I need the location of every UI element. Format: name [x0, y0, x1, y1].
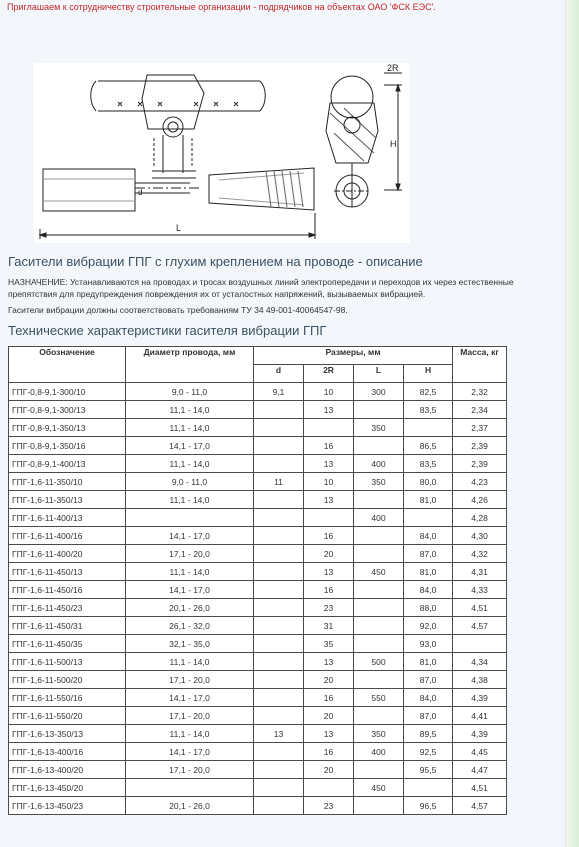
table-cell — [126, 779, 254, 797]
table-cell — [304, 419, 354, 437]
table-cell: ГПГ-1,6-11-550/16 — [9, 689, 126, 707]
table-cell: 4,39 — [453, 725, 507, 743]
table-cell: 4,31 — [453, 563, 507, 581]
table-cell: 14,1 - 17,0 — [126, 581, 254, 599]
specifications-table — [8, 346, 507, 815]
table-cell: 17,1 - 20,0 — [126, 707, 254, 725]
table-cell: 92,0 — [404, 617, 453, 635]
table-cell: 87,0 — [404, 707, 453, 725]
table-cell: 14,1 - 17,0 — [126, 689, 254, 707]
table-cell: 84,0 — [404, 689, 453, 707]
table-cell — [254, 797, 304, 815]
table-cell: 11 — [254, 473, 304, 491]
table-cell: 20 — [304, 707, 354, 725]
table-cell: 13 — [304, 563, 354, 581]
table-cell: 16 — [304, 527, 354, 545]
table-cell: 13 — [304, 491, 354, 509]
table-cell — [254, 707, 304, 725]
header-diameter: Диаметр провода, мм — [126, 347, 254, 383]
table-cell: 400 — [354, 509, 404, 527]
table-cell: 81,0 — [404, 491, 453, 509]
table-cell: 450 — [354, 563, 404, 581]
table-cell: ГПГ-1,6-11-550/20 — [9, 707, 126, 725]
table-row — [9, 581, 507, 599]
table-cell: 83,5 — [404, 455, 453, 473]
table-cell: 26,1 - 32,0 — [126, 617, 254, 635]
table-cell — [254, 635, 304, 653]
table-cell: 4,32 — [453, 545, 507, 563]
table-row — [9, 455, 507, 473]
table-cell: 9,0 - 11,0 — [126, 383, 254, 401]
table-cell: 16 — [304, 743, 354, 761]
table-cell: 17,1 - 20,0 — [126, 761, 254, 779]
technical-drawing — [34, 63, 410, 243]
table-cell: ГПГ-0,8-9,1-300/13 — [9, 401, 126, 419]
table-body — [9, 383, 507, 815]
table-cell: 92,5 — [404, 743, 453, 761]
table-cell: ГПГ-0,8-9,1-350/13 — [9, 419, 126, 437]
table-cell: 4,34 — [453, 653, 507, 671]
table-row — [9, 509, 507, 527]
table-cell — [354, 581, 404, 599]
table-cell — [354, 797, 404, 815]
table-cell — [354, 491, 404, 509]
table-row — [9, 491, 507, 509]
header-d: d — [254, 365, 304, 383]
table-cell: 4,51 — [453, 779, 507, 797]
table-cell — [254, 599, 304, 617]
table-cell: 2,39 — [453, 437, 507, 455]
table-cell: 16 — [304, 437, 354, 455]
table-cell: ГПГ-1,6-11-400/20 — [9, 545, 126, 563]
cooperation-notice: Приглашаем к сотрудничеству строительные организации - подрядчиков на объектах ОАО 'ФСК ЕЭС'. — [7, 2, 436, 12]
table-cell: 20,1 - 26,0 — [126, 797, 254, 815]
table-cell: 400 — [354, 455, 404, 473]
table-cell: 13 — [304, 455, 354, 473]
table-cell: 2,39 — [453, 455, 507, 473]
table-cell — [254, 401, 304, 419]
table-cell: 4,30 — [453, 527, 507, 545]
table-cell: ГПГ-1,6-11-450/23 — [9, 599, 126, 617]
table-cell: 4,47 — [453, 761, 507, 779]
table-cell: ГПГ-1,6-11-450/13 — [9, 563, 126, 581]
table-cell: 17,1 - 20,0 — [126, 671, 254, 689]
table-cell: 20 — [304, 545, 354, 563]
table-cell: 84,0 — [404, 581, 453, 599]
table-cell: ГПГ-0,8-9,1-350/16 — [9, 437, 126, 455]
table-row — [9, 401, 507, 419]
table-cell: 87,0 — [404, 545, 453, 563]
label-d: d — [138, 188, 143, 197]
table-cell: 32,1 - 35,0 — [126, 635, 254, 653]
table-cell — [254, 689, 304, 707]
table-cell: ГПГ-1,6-11-350/13 — [9, 491, 126, 509]
table-cell — [404, 509, 453, 527]
table-cell: 88,0 — [404, 599, 453, 617]
table-cell — [254, 779, 304, 797]
damper-drawing — [34, 63, 410, 243]
table-cell: 89,5 — [404, 725, 453, 743]
table-cell: 35 — [304, 635, 354, 653]
table-cell: 9,0 - 11,0 — [126, 473, 254, 491]
table-cell — [254, 671, 304, 689]
table-cell: 80,0 — [404, 473, 453, 491]
table-cell: 31 — [304, 617, 354, 635]
table-cell: 14,1 - 17,0 — [126, 743, 254, 761]
table-cell — [354, 527, 404, 545]
table-cell: ГПГ-1,6-13-450/23 — [9, 797, 126, 815]
table-cell — [354, 401, 404, 419]
table-cell: 10 — [304, 383, 354, 401]
header-designation: Обозначение — [9, 347, 126, 383]
table-cell — [304, 509, 354, 527]
table-cell: 23 — [304, 599, 354, 617]
table-cell: 14,1 - 17,0 — [126, 437, 254, 455]
table-cell — [254, 761, 304, 779]
table-cell — [254, 527, 304, 545]
table-cell — [254, 419, 304, 437]
table-cell — [354, 761, 404, 779]
table-cell: ГПГ-1,6-13-400/20 — [9, 761, 126, 779]
table-cell: 2,34 — [453, 401, 507, 419]
table-cell — [354, 599, 404, 617]
table-cell: 17,1 - 20,0 — [126, 545, 254, 563]
table-row — [9, 383, 507, 401]
table-cell — [354, 635, 404, 653]
table-cell: ГПГ-1,6-11-400/13 — [9, 509, 126, 527]
table-cell — [453, 635, 507, 653]
table-cell: ГПГ-1,6-11-450/31 — [9, 617, 126, 635]
table-cell: ГПГ-1,6-11-450/16 — [9, 581, 126, 599]
table-cell: 82,5 — [404, 383, 453, 401]
header-sizes: Размеры, мм — [254, 347, 453, 365]
table-cell: ГПГ-1,6-11-500/13 — [9, 653, 126, 671]
table-cell — [354, 617, 404, 635]
table-cell: ГПГ-1,6-11-400/16 — [9, 527, 126, 545]
table-cell — [254, 563, 304, 581]
table-cell: 350 — [354, 419, 404, 437]
table-cell: 2,32 — [453, 383, 507, 401]
table-cell: 20 — [304, 761, 354, 779]
page-title: Гасители вибрации ГПГ с глухим креплением на проводе - описание — [8, 254, 423, 269]
table-cell — [354, 671, 404, 689]
table-cell: 10 — [304, 473, 354, 491]
table-cell: 450 — [354, 779, 404, 797]
table-cell: ГПГ-1,6-11-450/35 — [9, 635, 126, 653]
table-row — [9, 527, 507, 545]
table-cell — [254, 437, 304, 455]
standard-text: Гасители вибрации должны соответствовать требованиям ТУ 34 49-001-40064547-98. — [8, 305, 348, 315]
table-row — [9, 437, 507, 455]
table-cell: 4,57 — [453, 617, 507, 635]
table-cell: 4,39 — [453, 689, 507, 707]
table-cell — [254, 581, 304, 599]
table-cell: 400 — [354, 743, 404, 761]
label-l: L — [176, 223, 182, 233]
table-row — [9, 473, 507, 491]
table-cell: 550 — [354, 689, 404, 707]
table-cell: 4,33 — [453, 581, 507, 599]
label-h: H — [390, 139, 397, 149]
header-2r: 2R — [304, 365, 354, 383]
table-cell: 86,5 — [404, 437, 453, 455]
table-row — [9, 671, 507, 689]
table-row — [9, 563, 507, 581]
table-cell — [354, 437, 404, 455]
table-cell: 4,57 — [453, 797, 507, 815]
table-cell: 4,28 — [453, 509, 507, 527]
table-cell: 16 — [304, 689, 354, 707]
table-row — [9, 545, 507, 563]
table-cell — [404, 419, 453, 437]
table-row — [9, 689, 507, 707]
table-cell: 300 — [354, 383, 404, 401]
table-cell — [404, 779, 453, 797]
table-cell: 20,1 - 26,0 — [126, 599, 254, 617]
table-row — [9, 743, 507, 761]
table-cell: 11,1 - 14,0 — [126, 455, 254, 473]
table-cell: 83,5 — [404, 401, 453, 419]
table-cell — [254, 455, 304, 473]
table-cell: 81,0 — [404, 653, 453, 671]
table-row — [9, 725, 507, 743]
table-cell: ГПГ-1,6-11-500/20 — [9, 671, 126, 689]
table-cell: ГПГ-0,8-9,1-400/13 — [9, 455, 126, 473]
table-cell: 11,1 - 14,0 — [126, 491, 254, 509]
table-cell: 500 — [354, 653, 404, 671]
table-cell — [254, 617, 304, 635]
table-cell — [304, 779, 354, 797]
table-cell: 350 — [354, 725, 404, 743]
purpose-text: НАЗНАЧЕНИЕ: Устанавливаются на проводах и тросах воздушных линий электропередачи и переходов их через естественные препятствия для предупреждения повреждения их от усталостных напряжений, вызываемых вибрацией. — [8, 277, 514, 299]
table-cell: 13 — [304, 725, 354, 743]
table-row — [9, 599, 507, 617]
table-cell: 81,0 — [404, 563, 453, 581]
table-cell: 16 — [304, 581, 354, 599]
table-cell: 87,0 — [404, 671, 453, 689]
table-cell: 20 — [304, 671, 354, 689]
table-cell: 4,38 — [453, 671, 507, 689]
header-mass: Масса, кг — [453, 347, 507, 383]
table-cell: 9,1 — [254, 383, 304, 401]
table-cell: 4,41 — [453, 707, 507, 725]
header-l: L — [354, 365, 404, 383]
table-row — [9, 635, 507, 653]
table-cell — [354, 707, 404, 725]
table-row — [9, 419, 507, 437]
table-cell: 11,1 - 14,0 — [126, 563, 254, 581]
table-cell: 11,1 - 14,0 — [126, 725, 254, 743]
table-cell: 4,26 — [453, 491, 507, 509]
table-cell: 350 — [354, 473, 404, 491]
table-cell: 4,45 — [453, 743, 507, 761]
table-cell — [354, 545, 404, 563]
label-2r: 2R — [387, 63, 399, 73]
table-cell: ГПГ-1,6-11-350/10 — [9, 473, 126, 491]
table-cell: ГПГ-1,6-13-400/16 — [9, 743, 126, 761]
table-cell: 13 — [254, 725, 304, 743]
table-cell: 14,1 - 17,0 — [126, 527, 254, 545]
table-cell: 95,5 — [404, 761, 453, 779]
table-cell — [254, 743, 304, 761]
table-cell: 13 — [304, 653, 354, 671]
table-cell: ГПГ-1,6-13-450/20 — [9, 779, 126, 797]
table-cell — [254, 509, 304, 527]
table-cell: ГПГ-0,8-9,1-300/10 — [9, 383, 126, 401]
table-title: Технические характеристики гасителя вибрации ГПГ — [8, 323, 327, 338]
table-row — [9, 779, 507, 797]
table-cell: 4,51 — [453, 599, 507, 617]
table-cell: 23 — [304, 797, 354, 815]
table-cell — [254, 545, 304, 563]
table-row — [9, 707, 507, 725]
table-cell: 11,1 - 14,0 — [126, 419, 254, 437]
table-cell — [254, 653, 304, 671]
table-row — [9, 761, 507, 779]
table-cell: ГПГ-1,6-13-350/13 — [9, 725, 126, 743]
table-row — [9, 653, 507, 671]
table-cell: 4,23 — [453, 473, 507, 491]
table-cell: 96,5 — [404, 797, 453, 815]
table-cell: 93,0 — [404, 635, 453, 653]
table-cell — [254, 491, 304, 509]
header-h: H — [404, 365, 453, 383]
table-row — [9, 617, 507, 635]
table-cell: 2,37 — [453, 419, 507, 437]
table-cell: 84,0 — [404, 527, 453, 545]
table-row — [9, 797, 507, 815]
page-edge — [566, 0, 579, 847]
table-cell: 11,1 - 14,0 — [126, 653, 254, 671]
table-cell: 11,1 - 14,0 — [126, 401, 254, 419]
table-cell — [126, 509, 254, 527]
table-cell: 13 — [304, 401, 354, 419]
